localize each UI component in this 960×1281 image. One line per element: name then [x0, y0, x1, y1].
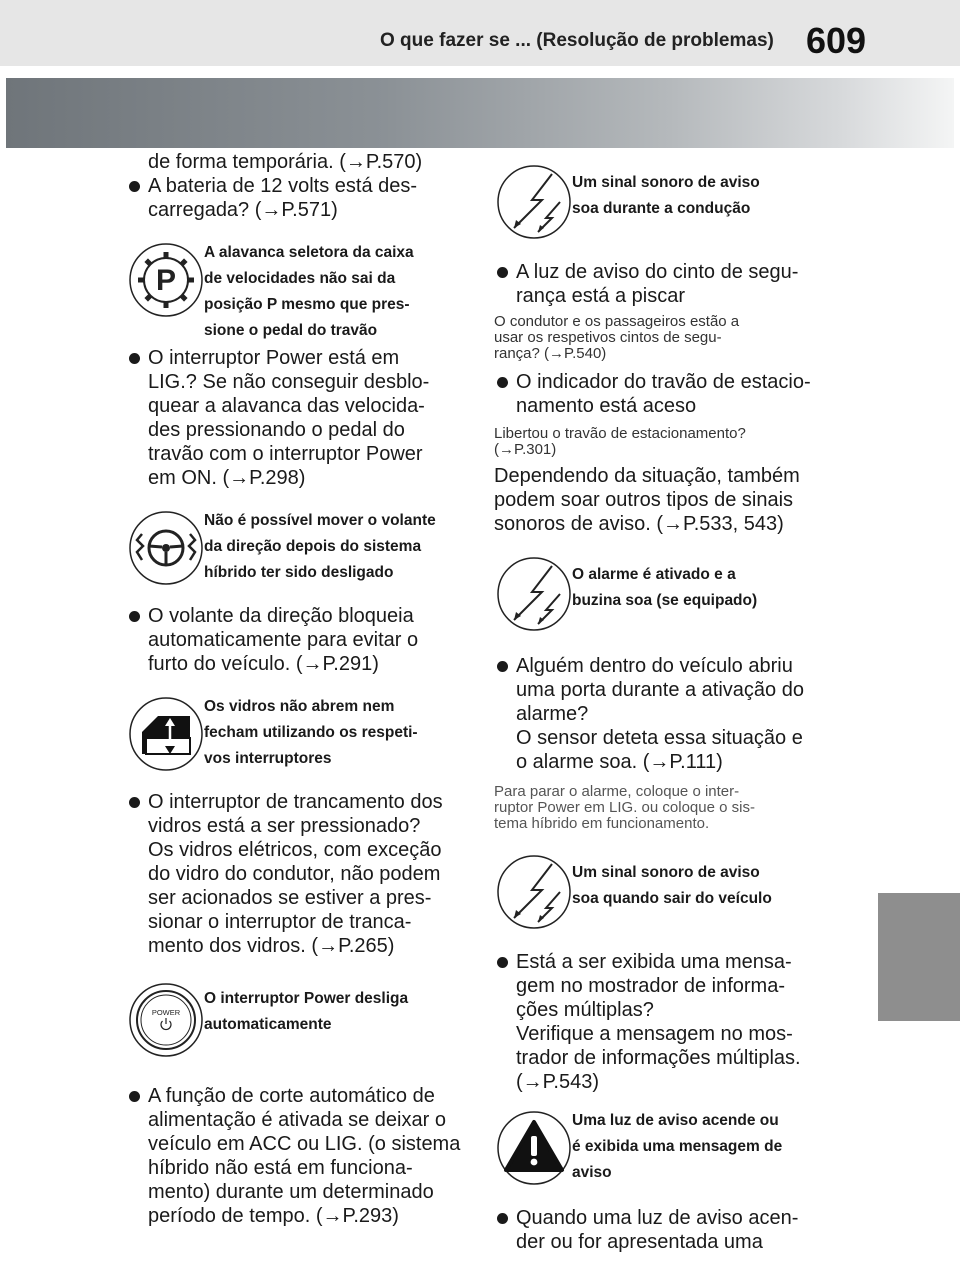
- subsection-title: Os vidros não abrem nem fecham utilizando os respeti- vos interruptores: [204, 698, 418, 767]
- bullet-item: Está a ser exibida uma mensa- gem no mostrador de informa- ções múltiplas? Verifique a mensagem no mos- trador de informações múltiplas. (→P.543): [494, 950, 844, 1094]
- subsection-title: Um sinal sonoro de aviso soa quando sair do veículo: [572, 864, 772, 907]
- exit-warning-sound-icon: [496, 854, 572, 930]
- bullet-dot: [497, 1213, 508, 1224]
- subsection-title: O alarme é ativado e a buzina soa (se equipado): [572, 566, 758, 609]
- bullet-item: Quando uma luz de aviso acen- der ou for apresentada uma: [494, 1206, 844, 1254]
- bullet-item: Alguém dentro do veículo abriu uma porta durante a ativação do alarme? O sensor deteta essa situação e o alarme soa. (→P.111): [494, 654, 844, 774]
- subsection-steering-wheel: [126, 508, 466, 588]
- bullet-dot: [129, 1091, 140, 1102]
- bullet-dot: [129, 181, 140, 192]
- svg-text:P: P: [155, 264, 177, 297]
- continued-text: de forma temporária. (→P.570): [148, 151, 423, 173]
- chapter-side-tab: [878, 893, 960, 1021]
- power-button-icon: [128, 982, 204, 1058]
- subsection-title: Uma luz de aviso acende ou é exibida uma mensagem de aviso: [572, 1112, 783, 1181]
- bullet-item: O interruptor Power está em LIG.? Se não conseguir desblo- quear a alavanca das velocida- des pressionando o pedal do travão com o interruptor Power em ON. (→P.298): [126, 346, 466, 490]
- shift-lever-p-icon: [128, 242, 204, 318]
- right-column: [494, 150, 844, 1254]
- bullet-dot: [129, 797, 140, 808]
- power-label: POWER: [151, 1008, 181, 1017]
- bullet-item: A bateria de 12 volts está des- carregada? (→P.571): [126, 174, 466, 222]
- note-text: O condutor e os passageiros estão a usar os respetivos cintos de segu- rança? (→P.540): [494, 313, 740, 362]
- subsection-warning-light: [494, 1108, 844, 1188]
- subsection-title: A alavanca seletora da caixa de velocidades não sai da posição P mesmo que pres- sione o pedal do travão: [204, 244, 414, 339]
- warning-sound-icon: [496, 164, 572, 240]
- subsection-sound-driving: [494, 162, 844, 242]
- subsection-shift-lever: [126, 240, 466, 339]
- bullet-dot: [129, 353, 140, 364]
- bullet-item: O volante da direção bloqueia automaticamente para evitar o furto do veículo. (→P.291): [126, 604, 466, 676]
- bullet-dot: [497, 957, 508, 968]
- subsection-title: O interruptor Power desliga automaticamente: [204, 990, 409, 1033]
- alarm-sound-icon: [496, 556, 572, 632]
- bullet-item: A luz de aviso do cinto de segu- rança está a piscar: [494, 260, 844, 308]
- bullet-dot: [497, 267, 508, 278]
- note-text: Libertou o travão de estacionamento? (→P.301): [494, 425, 746, 458]
- subsection-alarm: [494, 554, 844, 634]
- bullet-item: O interruptor de trancamento dos vidros está a ser pressionado? Os vidros elétricos, com exceção do vidro do condutor, não podem ser acionados se estiver a pres- sionar o interruptor de tranca- mento dos vidros. (→P.265): [126, 790, 466, 958]
- chapter-banner: [6, 78, 954, 148]
- subsection-windows: [126, 694, 466, 774]
- warning-triangle-icon: [496, 1110, 572, 1186]
- bullet-dot: [497, 661, 508, 672]
- bullet-item: O indicador do travão de estacio- namento está aceso: [494, 370, 844, 418]
- left-column: [126, 150, 466, 1228]
- bullet-dot: [129, 611, 140, 622]
- steering-wheel-lock-icon: [128, 510, 204, 586]
- window-lock-icon: [128, 696, 204, 772]
- subsection-power: [126, 980, 466, 1060]
- note-text: Para parar o alarme, coloque o inter- ruptor Power em LIG. ou coloque o sis- tema híbrido em funcionamento.: [494, 783, 755, 832]
- bullet-item: A função de corte automático de alimentação é ativada se deixar o veículo em ACC ou LIG. (o sistema híbrido não está em funciona- mento) durante um determinado período de tempo. (→P.293): [126, 1084, 466, 1228]
- subsection-exit-sound: [494, 852, 844, 932]
- bullet-dot: [497, 377, 508, 388]
- subsection-title: Um sinal sonoro de aviso soa durante a condução: [572, 174, 760, 217]
- subsection-title: Não é possível mover o volante da direção depois do sistema híbrido ter sido desligado: [204, 512, 436, 581]
- page-number: 609: [806, 20, 867, 61]
- page-header-title: O que fazer se ... (Resolução de problemas): [380, 30, 774, 51]
- paragraph-text: Dependendo da situação, também podem soar outros tipos de sinais sonoros de aviso. (→P.533, 543): [494, 465, 800, 535]
